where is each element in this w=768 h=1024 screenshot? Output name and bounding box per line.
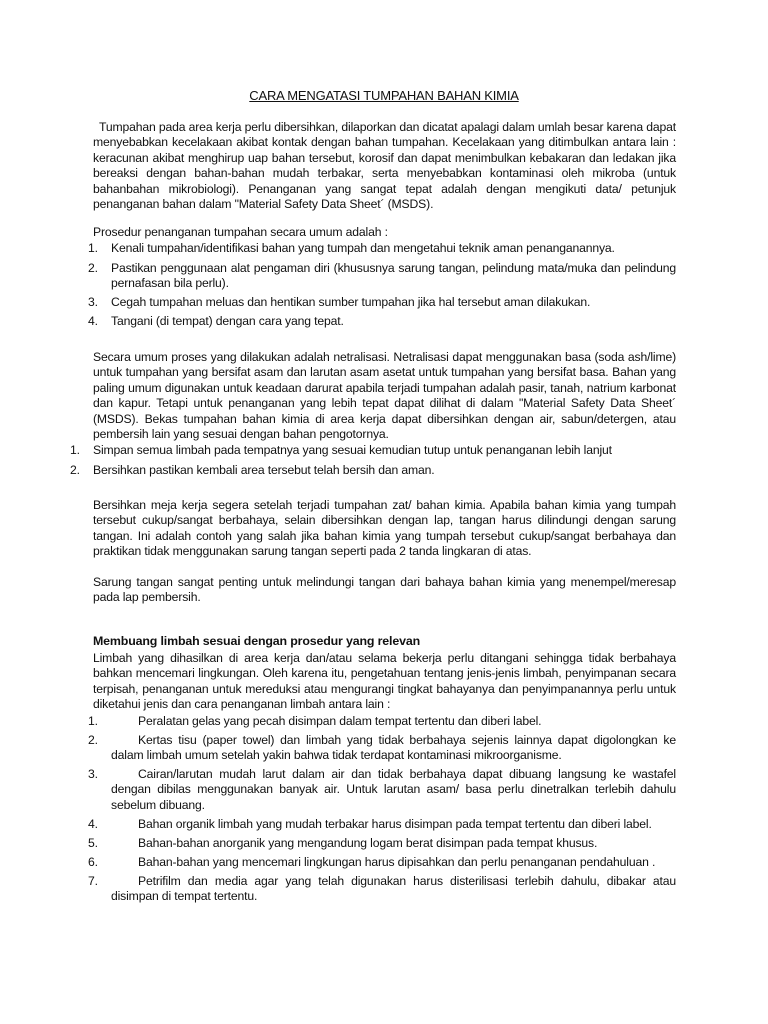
list-number: 1. xyxy=(70,443,80,457)
list-number: 2. xyxy=(88,261,98,275)
list-number: 2. xyxy=(70,463,80,477)
list-item xyxy=(88,836,678,852)
list-text: Peralatan gelas yang pecah disimpan dalam tempat tertentu dan diberi label. xyxy=(138,714,542,728)
list-number: 7. xyxy=(88,874,98,888)
list-text: Bahan organik limbah yang mudah terbakar harus disimpan pada tempat tertentu dan diberi label. xyxy=(138,817,652,831)
list-number: 1. xyxy=(88,714,98,728)
list-item xyxy=(88,295,678,311)
list-text: Bahan-bahan yang mencemari lingkungan harus dipisahkan dan perlu penanganan pendahuluan . xyxy=(138,855,656,869)
list-number: 3. xyxy=(88,767,98,781)
list-item xyxy=(88,314,678,330)
list-item xyxy=(88,855,678,871)
neutralization-paragraph: Secara umum proses yang dilakukan adalah netralisasi. Netralisasi dapat menggunakan basa (soda ash/lime) untuk tumpahan yang bersifat asam dan larutan asam asetat untuk tumpahan yang bersifat basa. Bahan yang paling umum digunakan untuk keadaan darurat apabila terjadi tumpahan adalah pasir, tanah, natrium karbonat dan kapur. Tetapi untuk penanganan yang lebih tepat dapat dilihat di dalam "Material Safety Data Sheet´ (MSDS). Bekas tumpahan bahan kimia di area kerja dapat dibersihkan dengan air, sabun/detergen, atau pembersih lain yang sesuai dengan bahan pengotornya. xyxy=(93,350,676,442)
procedure-intro: Prosedur penanganan tumpahan secara umum adalah : xyxy=(93,225,388,239)
list-item xyxy=(88,714,678,730)
list-text: Tangani (di tempat) dengan cara yang tepat. xyxy=(111,314,344,328)
list-text: Kertas tisu (paper towel) dan limbah yang tidak berbahaya sejenis lainnya dapat digolongkan ke dalam limbah umum setelah yakin bahwa tidak terdapat kontaminasi mikroorganisme. xyxy=(111,733,676,763)
list-text: Bersihkan pastikan kembali area tersebut telah bersih dan aman. xyxy=(93,463,435,477)
list-text: Kenali tumpahan/identifikasi bahan yang tumpah dan mengetahui teknik aman penanganannya. xyxy=(111,241,615,255)
cleaning-paragraph: Bersihkan meja kerja segera setelah terjadi tumpahan zat/ bahan kimia. Apabila bahan kimia yang tumpah tersebut cukup/sangat berbahaya, selain dibersihkan dengan lap, tangan harus dilindungi dengan sarung tangan. Ini adalah contoh yang salah jika bahan kimia yang tumpah tersebut cukup/sangat berbahaya dan praktikan tidak menggunakan sarung tangan seperti pada 2 tanda lingkaran di atas. xyxy=(93,498,676,559)
list-item xyxy=(70,463,678,479)
waste-section-heading: Membuang limbah sesuai dengan prosedur yang relevan xyxy=(93,634,420,648)
list-item xyxy=(70,443,678,459)
list-item xyxy=(88,733,678,765)
intro-paragraph: Tumpahan pada area kerja perlu dibersihkan, dilaporkan dan dicatat apalagi dalam umlah besar karena dapat menyebabkan kecelakaan akibat kontak dengan bahan tumpahan. Kecelakaan yang ditimbulkan antara lain : keracunan akibat menghirup uap bahan tersebut, korosif dan dapat menimbulkan kebakaran dan ledakan jika bereaksi dengan bahan-bahan mudah terbakar, serta menyebabkan kontaminasi oleh mikroba (untuk bahanbahan mikrobiologi). Penanganan yang sangat tepat adalah dengan mengikuti data/ petunjuk penanganan bahan dalam "Material Safety Data Sheet´ (MSDS). xyxy=(93,120,676,212)
list-number: 2. xyxy=(88,733,98,747)
list-text: Bahan-bahan anorganik yang mengandung logam berat disimpan pada tempat khusus. xyxy=(138,836,598,850)
list-text: Cairan/larutan mudah larut dalam air dan tidak berbahaya dapat dibuang langsung ke wastafel dengan dibilas menggunakan banyak air. Untuk larutan asam/ basa perlu dinetralkan terlebih dahulu sebelum dibuang. xyxy=(111,767,676,812)
list-number: 4. xyxy=(88,314,98,328)
list-text: Cegah tumpahan meluas dan hentikan sumber tumpahan jika hal tersebut aman dilakukan. xyxy=(111,295,591,309)
list-item xyxy=(88,874,678,906)
list-text: Pastikan penggunaan alat pengaman diri (khususnya sarung tangan, pelindung mata/muka dan pelindung pernafasan bila perlu). xyxy=(111,261,676,291)
list-number: 1. xyxy=(88,241,98,255)
list-item xyxy=(88,241,678,257)
list-number: 5. xyxy=(88,836,98,850)
waste-intro-paragraph: Limbah yang dihasilkan di area kerja dan/atau selama bekerja perlu ditangani sehingga tidak berbahaya bahkan mencemari lingkungan. Oleh karena itu, pengetahuan tentang jenis-jenis limbah, penyimpanan secara terpisah, penanganan untuk mereduksi atau mengurangi tingkat bahayanya dan penyimpanannya perlu untuk diketahui jenis dan cara penanganan limbah antara lain : xyxy=(93,651,676,712)
gloves-paragraph: Sarung tangan sangat penting untuk melindungi tangan dari bahaya bahan kimia yang menempel/meresap pada lap pembersih. xyxy=(93,575,676,605)
list-number: 4. xyxy=(88,817,98,831)
list-number: 3. xyxy=(88,295,98,309)
list-item xyxy=(88,817,678,833)
list-text: Petrifilm dan media agar yang telah digunakan harus disterilisasi terlebih dahulu, dibakar atau disimpan di tempat tertentu. xyxy=(111,874,676,904)
list-number: 6. xyxy=(88,855,98,869)
list-item xyxy=(88,261,678,293)
list-text: Simpan semua limbah pada tempatnya yang sesuai kemudian tutup untuk penanganan lebih lanjut xyxy=(93,443,612,457)
list-item xyxy=(88,767,678,815)
document-title: CARA MENGATASI TUMPAHAN BAHAN KIMIA xyxy=(249,88,519,103)
